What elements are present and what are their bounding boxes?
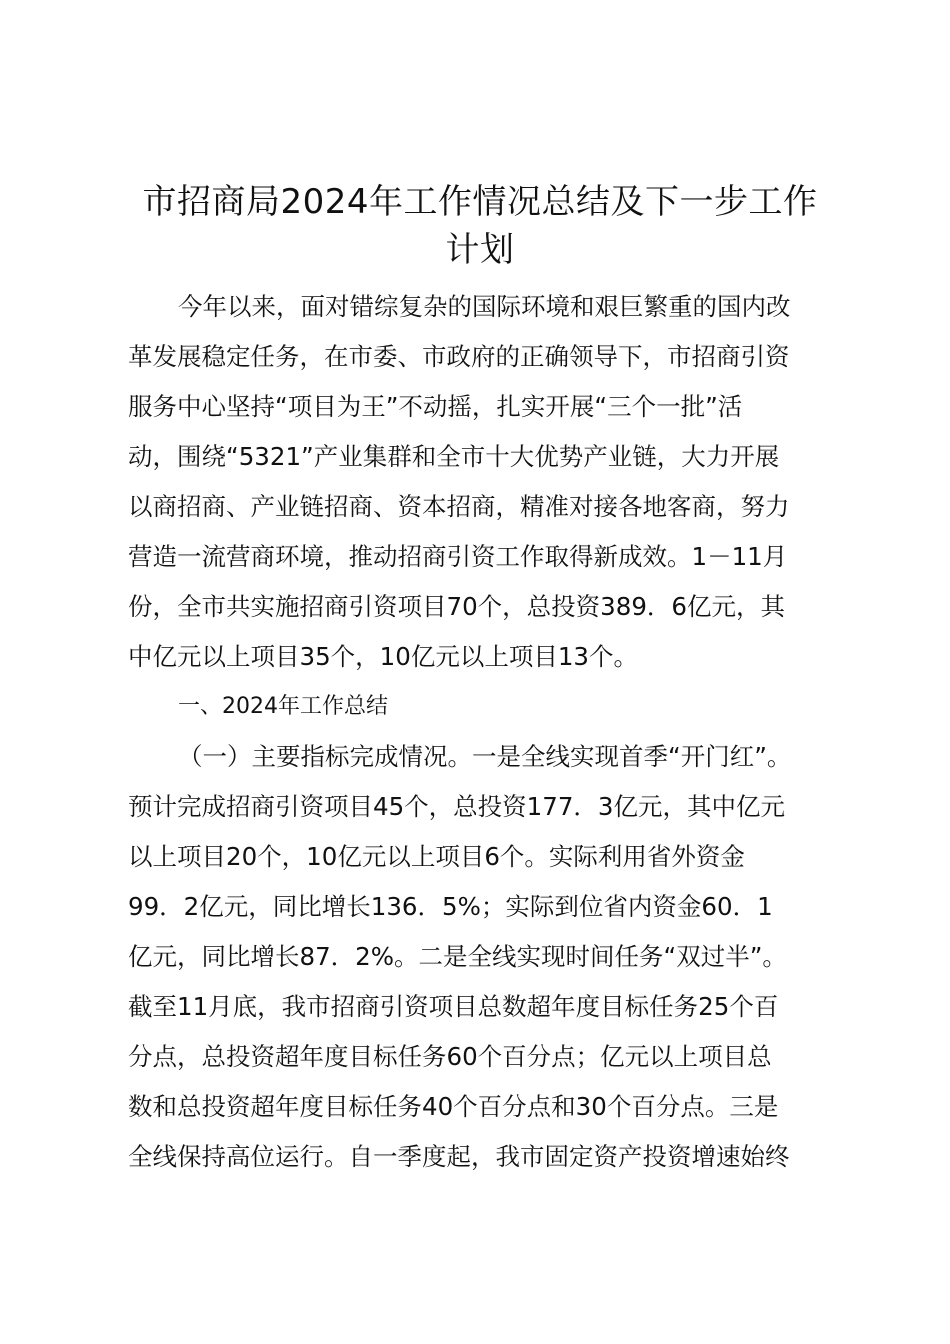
- text-line: 份，全市共实施招商引资项目70个，总投资389．6亿元，其: [128, 592, 786, 621]
- text-line: 截至11月底，我市招商引资项目总数超年度目标任务25个百: [128, 992, 779, 1021]
- document-title: [110, 178, 850, 274]
- text-line: 服务中心坚持“项目为王”不动摇，扎实开展“三个一批”活: [128, 392, 743, 421]
- section-heading: 一、2024年工作总结: [178, 694, 388, 719]
- text-line: （一）主要指标完成情况。一是全线实现首季“开门红”。: [178, 742, 792, 771]
- paragraph-intro: [128, 282, 838, 682]
- text-line: 99．2亿元，同比增长136．5%；实际到位省内资金60．1: [128, 892, 773, 921]
- text-line: 革发展稳定任务，在市委、市政府的正确领导下，市招商引资: [128, 342, 790, 371]
- text-line: 动，围绕“5321”产业集群和全市十大优势产业链，大力开展: [128, 442, 780, 471]
- text-line: 以商招商、产业链招商、资本招商，精准对接各地客商，努力: [128, 492, 790, 521]
- text-line: 全线保持高位运行。自一季度起，我市固定资产投资增速始终: [128, 1142, 790, 1171]
- text-line: 以上项目20个，10亿元以上项目6个。实际利用省外资金: [128, 842, 745, 871]
- text-line: 数和总投资超年度目标任务40个百分点和30个百分点。三是: [128, 1092, 779, 1121]
- document-body: [128, 282, 838, 1182]
- text-line: 中亿元以上项目35个，10亿元以上项目13个。: [128, 642, 639, 671]
- text-line: 今年以来，面对错综复杂的国际环境和艰巨繁重的国内改: [178, 292, 791, 321]
- text-line: 亿元，同比增长87．2%。二是全线实现时间任务“双过半”。: [128, 942, 787, 971]
- paragraph-indicators: [128, 732, 838, 1182]
- text-line: 营造一流营商环境，推动招商引资工作取得新成效。1－11月: [128, 542, 788, 571]
- text-line: 预计完成招商引资项目45个，总投资177．3亿元，其中亿元: [128, 792, 786, 821]
- text-line: 分点，总投资超年度目标任务60个百分点；亿元以上项目总: [128, 1042, 772, 1071]
- title-line-1: 市招商局2024年工作情况总结及下一步工作: [142, 182, 818, 222]
- title-line-2: 计划: [445, 230, 515, 270]
